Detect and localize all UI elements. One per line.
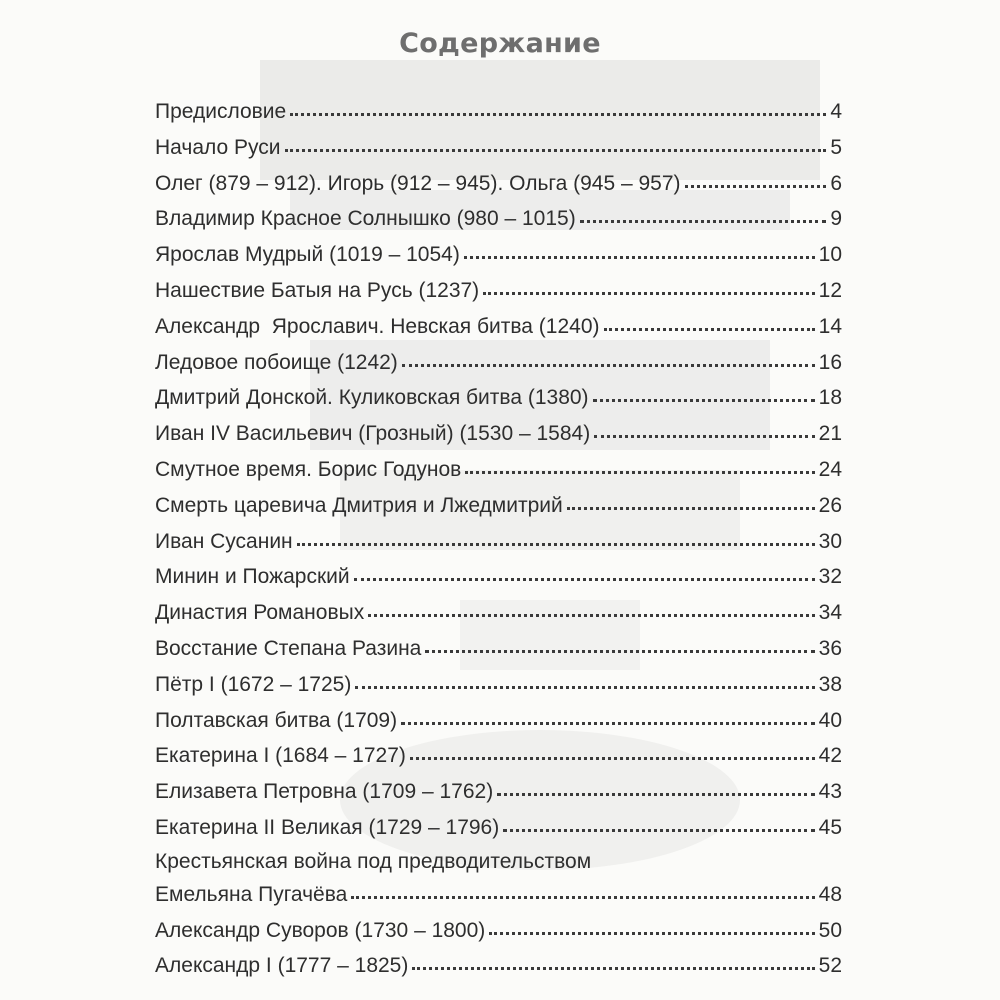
- toc-entry[interactable]: [155, 774, 842, 810]
- toc-page-number: 10: [818, 243, 842, 267]
- toc-entry-second-line: [155, 877, 842, 913]
- toc-page-number: 9: [830, 207, 842, 231]
- toc-entry[interactable]: [155, 237, 842, 273]
- toc-entry[interactable]: [155, 810, 842, 846]
- dot-leader: [410, 756, 815, 760]
- toc-entry[interactable]: [155, 948, 842, 984]
- toc-page-number: 6: [830, 171, 842, 195]
- toc-page-number: 40: [818, 708, 842, 732]
- toc-entry-label: Восстание Степана Разина: [155, 636, 422, 660]
- dot-leader: [465, 470, 814, 474]
- toc-entry-label: Екатерина I (1684 – 1727): [155, 744, 406, 768]
- toc-page-number: 42: [818, 744, 842, 768]
- toc-entry[interactable]: [155, 201, 842, 237]
- toc-page-number: 14: [818, 314, 842, 338]
- toc-entry[interactable]: [155, 846, 842, 913]
- table-of-contents: [155, 94, 842, 984]
- dot-leader: [354, 577, 815, 581]
- dot-leader: [483, 291, 814, 295]
- toc-entry-label: Александр I (1777 – 1825): [155, 954, 409, 978]
- toc-entry[interactable]: [155, 380, 842, 416]
- toc-entry[interactable]: [155, 524, 842, 560]
- dot-leader: [402, 363, 815, 367]
- toc-entry[interactable]: [155, 309, 842, 345]
- toc-entry[interactable]: [155, 130, 842, 166]
- toc-page-number: 18: [818, 386, 842, 410]
- dot-leader: [604, 327, 815, 331]
- toc-entry[interactable]: [155, 595, 842, 631]
- toc-entry-label: Предисловие: [155, 100, 287, 123]
- dot-leader: [297, 542, 815, 546]
- dot-leader: [285, 148, 827, 152]
- toc-entry-label: Нашествие Батыя на Русь (1237): [155, 278, 480, 302]
- dot-leader: [593, 398, 815, 402]
- toc-page-number: 4: [830, 100, 842, 123]
- toc-page-number: 30: [818, 529, 842, 553]
- dot-leader: [503, 828, 814, 832]
- dot-leader: [355, 685, 814, 689]
- toc-entry-label: Ледовое побоище (1242): [155, 350, 398, 374]
- dot-leader: [685, 184, 827, 188]
- toc-entry-label: Смутное время. Борис Годунов: [155, 457, 462, 481]
- toc-page-number: 36: [818, 636, 842, 660]
- toc-page-number: 21: [818, 422, 842, 446]
- toc-page-number: 38: [818, 672, 842, 696]
- toc-page-number: 12: [818, 278, 842, 302]
- dot-leader: [580, 219, 827, 223]
- toc-entry-label: Владимир Красное Солнышко (980 – 1015): [155, 207, 576, 231]
- toc-page-number: 34: [818, 601, 842, 625]
- dot-leader: [290, 112, 826, 116]
- toc-page-number: 50: [818, 918, 842, 942]
- toc-entry-label: Екатерина II Великая (1729 – 1796): [155, 815, 500, 839]
- toc-page-number: 52: [818, 954, 842, 978]
- toc-entry-label: Смерть царевича Дмитрия и Лжедмитрий: [155, 493, 563, 517]
- toc-entry-label: Ярослав Мудрый (1019 – 1054): [155, 243, 460, 267]
- toc-entry[interactable]: [155, 667, 842, 703]
- dot-leader: [567, 506, 815, 510]
- toc-page-number: 32: [818, 565, 842, 589]
- toc-page-number: 24: [818, 457, 842, 481]
- dot-leader: [489, 931, 814, 935]
- toc-entry-label-line2: Емельяна Пугачёва: [155, 882, 348, 906]
- toc-entry-label: Иван Сусанин: [155, 529, 293, 553]
- dot-leader: [497, 792, 814, 796]
- toc-page-number: 16: [818, 350, 842, 374]
- toc-entry[interactable]: [155, 452, 842, 488]
- toc-entry-label: Александр Суворов (1730 – 1800): [155, 918, 486, 942]
- dot-leader: [425, 649, 814, 653]
- toc-entry[interactable]: [155, 166, 842, 202]
- dot-leader: [351, 895, 814, 899]
- toc-entry-label-line1: Крестьянская война под предводительством: [155, 849, 592, 873]
- toc-entry-label: Пётр I (1672 – 1725): [155, 672, 352, 696]
- dot-leader: [464, 255, 815, 259]
- toc-entry-label: Дмитрий Донской. Куликовская битва (1380): [155, 386, 589, 410]
- page-title: Содержание: [399, 28, 601, 59]
- toc-entry[interactable]: [155, 273, 842, 309]
- toc-entry-label: Династия Романовых: [155, 601, 365, 625]
- dot-leader: [594, 434, 814, 438]
- toc-entry[interactable]: [155, 488, 842, 524]
- toc-entry-label: Полтавская битва (1709): [155, 708, 398, 732]
- toc-entry[interactable]: [155, 631, 842, 667]
- toc-entry-label: Елизавета Петровна (1709 – 1762): [155, 780, 494, 804]
- toc-entry-label: Александр Ярославич. Невская битва (1240): [155, 314, 600, 338]
- toc-page-number: 45: [818, 815, 842, 839]
- toc-entry[interactable]: [155, 913, 842, 949]
- toc-page-number: 48: [818, 882, 842, 906]
- toc-entry-label: Минин и Пожарский: [155, 565, 350, 589]
- toc-entry-label: Иван IV Васильевич (Грозный) (1530 – 1584): [155, 422, 591, 446]
- toc-entry[interactable]: [155, 559, 842, 595]
- dot-leader: [368, 613, 814, 617]
- toc-entry[interactable]: [155, 345, 842, 381]
- toc-entry[interactable]: [155, 738, 842, 774]
- dot-leader: [412, 966, 814, 970]
- toc-entry[interactable]: [155, 703, 842, 739]
- toc-entry-label: Олег (879 – 912). Игорь (912 – 945). Ольга (945 – 957): [155, 171, 681, 195]
- toc-page-number: 26: [818, 493, 842, 517]
- toc-page-number: 43: [818, 780, 842, 804]
- dot-leader: [401, 721, 815, 725]
- toc-entry[interactable]: [155, 416, 842, 452]
- toc-entry-label: Начало Руси: [155, 135, 281, 159]
- toc-page-number: 5: [830, 135, 842, 159]
- toc-entry[interactable]: [155, 94, 842, 130]
